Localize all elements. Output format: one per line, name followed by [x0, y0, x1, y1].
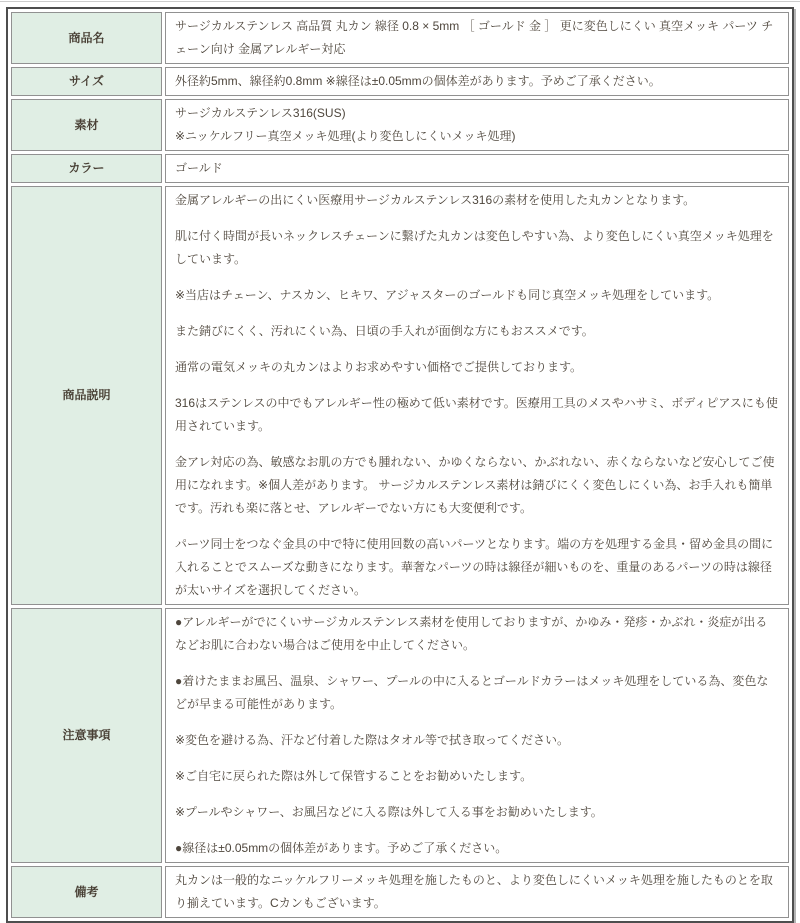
paragraph: ●アレルギーがでにくいサージカルステンレス素材を使用しておりますが、かゆみ・発疹・かぶれ・炎症が出るなどお肌に合わない場合はご使用を中止してください。	[175, 615, 768, 652]
table-row	[11, 186, 789, 605]
table-row	[11, 608, 789, 863]
paragraph: ※プールやシャワー、お風呂などに入る際は外して入る事をお勧めいたします。	[175, 805, 603, 819]
row-content	[165, 186, 789, 605]
row-content	[165, 12, 789, 64]
row-label: 商品説明	[11, 186, 162, 605]
paragraph: サージカルステンレス316(SUS) ※ニッケルフリー真空メッキ処理(より変色しにくいメッキ処理)	[175, 106, 516, 143]
paragraph: 外径約5mm、線径約0.8mm ※線径は±0.05mmの個体差があります。予めご了承ください。	[175, 74, 661, 88]
paragraph: 金属アレルギーの出にくい医療用サージカルステンレス316の素材を使用した丸カンとなります。	[175, 193, 696, 207]
row-label: サイズ	[11, 67, 162, 96]
paragraph: 通常の電気メッキの丸カンはよりお求めやすい価格でご提供しております。	[175, 360, 583, 374]
paragraph: 金アレ対応の為、敏感なお肌の方でも腫れない、かゆくならない、かぶれない、赤くならないなど安心してご使用になれます。※個人差があります。 サージカルステンレス素材は錆びにくく変色しにくい為、お手入れも簡単です。汚れも楽に落とせ、アレルギーでない方にも大変便利です。	[175, 455, 775, 515]
table-row	[11, 866, 789, 918]
spec-table-body	[11, 12, 789, 918]
paragraph: サージカルステンレス 高品質 丸カン 線径 0.8 × 5mm ［ ゴールド 金 ］ 更に変色しにくい 真空メッキ パーツ チェーン向け 金属アレルギー対応	[175, 19, 774, 56]
row-content	[165, 866, 789, 918]
page-top-divider	[0, 1, 800, 2]
row-label: 注意事項	[11, 608, 162, 863]
row-label: 備考	[11, 866, 162, 918]
paragraph: ※ご自宅に戻られた際は外して保管することをお勧めいたします。	[175, 769, 533, 783]
paragraph: 肌に付く時間が長いネックレスチェーンに繋げた丸カンは変色しやすい為、より変色しにくい真空メッキ処理をしています。	[175, 229, 774, 266]
table-row	[11, 67, 789, 96]
paragraph: ●着けたままお風呂、温泉、シャワー、プールの中に入るとゴールドカラーはメッキ処理をしている為、変色などが早まる可能性があります。	[175, 674, 769, 711]
row-label: 素材	[11, 99, 162, 151]
table-row	[11, 154, 789, 183]
paragraph: ●線径は±0.05mmの個体差があります。予めご了承ください。	[175, 841, 508, 855]
row-content	[165, 154, 789, 183]
product-spec-table	[6, 7, 794, 923]
paragraph: 丸カンは一般的なニッケルフリーメッキ処理を施したものと、より変色しにくいメッキ処理を施したものとを取り揃えています。Cカンもございます。	[175, 873, 773, 910]
row-content	[165, 99, 789, 151]
table-row	[11, 99, 789, 151]
paragraph: パーツ同士をつなぐ金具の中で特に使用回数の高いパーツとなります。端の方を処理する金具・留め金具の間に入れることでスムーズな動きになります。華奢なパーツの時は線径が細いものを、重量のあるパーツの時は線径が太いサイズを選択してください。	[175, 537, 774, 597]
row-label: カラー	[11, 154, 162, 183]
row-label: 商品名	[11, 12, 162, 64]
paragraph: ※当店はチェーン、ナスカン、ヒキワ、アジャスターのゴールドも同じ真空メッキ処理をしています。	[175, 288, 720, 302]
paragraph: また錆びにくく、汚れにくい為、日頃の手入れが面倒な方にもおススメです。	[175, 324, 594, 338]
table-row	[11, 12, 789, 64]
paragraph: 316はステンレスの中でもアレルギー性の極めて低い素材です。医療用工具のメスやハサミ、ボディピアスにも使用されています。	[175, 396, 778, 433]
paragraph: ゴールド	[175, 161, 223, 175]
row-content	[165, 608, 789, 863]
row-content	[165, 67, 789, 96]
paragraph: ※変色を避ける為、汗など付着した際はタオル等で拭き取ってください。	[175, 733, 570, 747]
